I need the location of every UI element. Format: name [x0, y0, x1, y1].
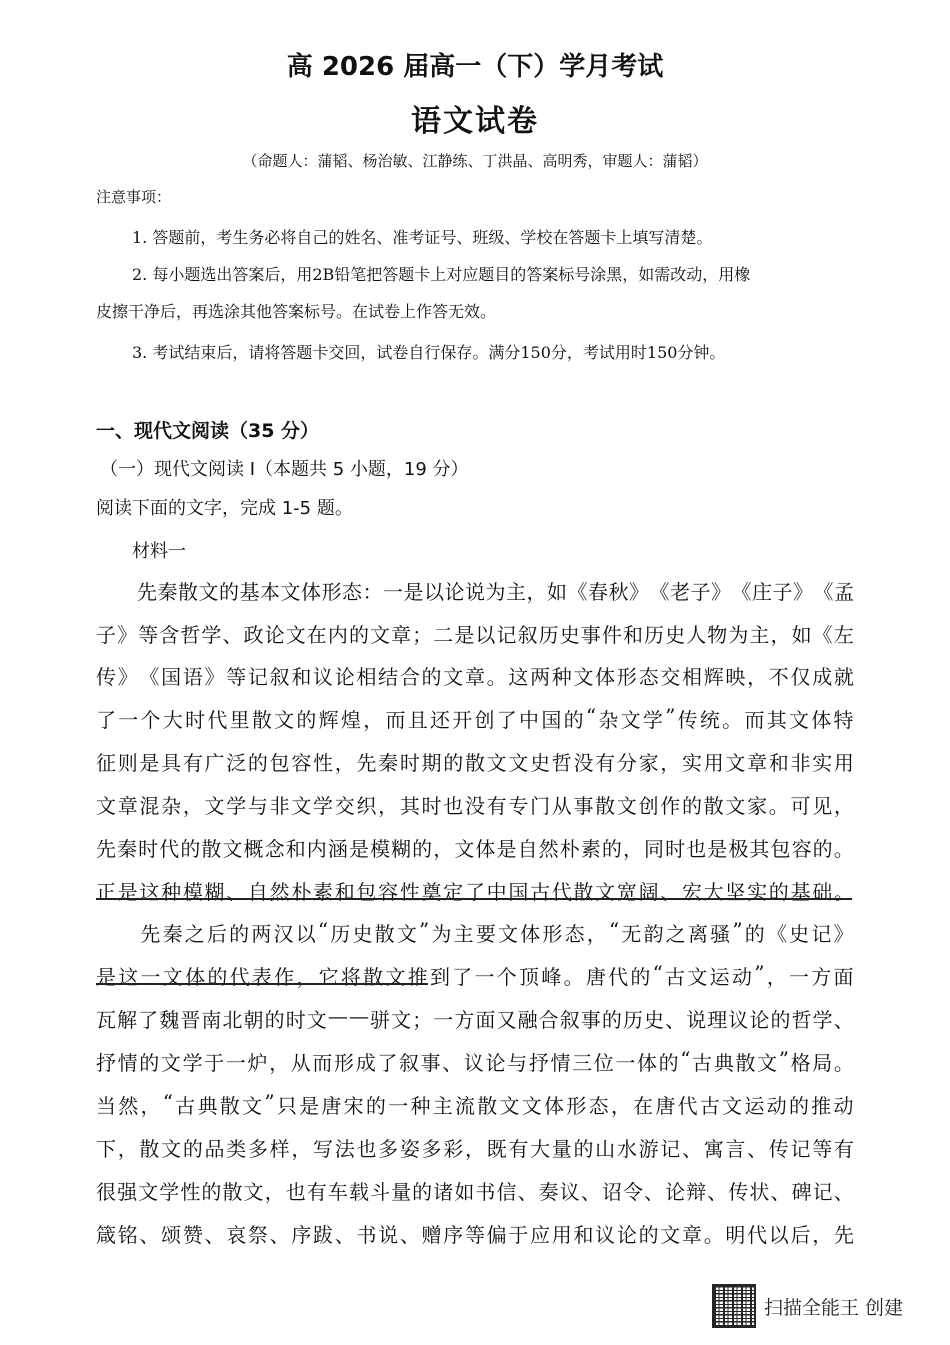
notes-heading: 注意事项：: [96, 188, 172, 206]
passage-line: 当 然 ， “ 古 典 散 文 ” 只 是 唐 宋 的 一 种 主 流 散 文 文 体 形 态 ， 在 唐 代 古 文 运 动 的 推 动: [96, 1090, 854, 1118]
section-subtitle: （一）现代文阅读 I（本题共 5 小题，19 分）: [100, 459, 469, 480]
passage-line: 正 是 这 种 模 糊 、 自 然 朴 素 和 包 容 性 奠 定 了 中 国 古 代 散 文 宽 阔 、 宏 大 坚 实 的 基 础 。: [96, 880, 854, 904]
section-title: 一、现代文阅读（35 分）: [96, 420, 320, 442]
note-line: 1. 答题前，考生务必将自己的姓名、准考证号、班级、学校在答题卡上填写清楚。: [132, 228, 713, 247]
section-instruction: 阅读下面的文字，完成 1-5 题。: [96, 498, 353, 519]
underline-mark: [96, 898, 852, 900]
passage-line: 箴 铭 、 颂 赞 、 哀 祭 、 序 跋 、 书 说 、 赠 序 等 偏 于 应 用 和 议 论 的 文 章 。 明 代 以 后 ， 先: [96, 1223, 854, 1247]
passage-line: 征 则 是 具 有 广 泛 的 包 容 性 ， 先 秦 时 期 的 散 文 文 史 哲 没 有 分 家 ， 实 用 文 章 和 非 实 用: [96, 751, 854, 775]
paper-subtitle: 语文试卷: [411, 104, 539, 139]
passage-line: 很 强 文 学 性 的 散 文 ， 也 有 车 载 斗 量 的 诸 如 书 信 、 奏 议 、 诏 令 、 论 辩 、 传 状 、 碑 记 、: [96, 1180, 854, 1204]
passage-line: 下 ， 散 文 的 品 类 多 样 ， 写 法 也 多 姿 多 彩 ， 既 有 大 量 的 山 水 游 记 、 寓 言 、 传 记 等 有: [96, 1137, 854, 1161]
note-line: 2. 每小题选出答案后，用2B铅笔把答题卡上对应题目的答案标号涂黑，如需改动，用橡: [132, 265, 751, 284]
authors-line: （命题人：蒲韬、杨治敏、江静练、丁洪晶、高明秀，审题人：蒲韬）: [242, 152, 708, 170]
qr-code-icon: [712, 1284, 756, 1328]
passage-line: 瓦 解 了 魏 晋 南 北 朝 的 时 文 — — 骈 文 ； 一 方 面 又 融 合 叙 事 的 历 史 、 说 理 议 论 的 哲 学 、: [96, 1004, 854, 1032]
scanner-watermark: 扫描全能王 创建: [764, 1297, 904, 1319]
passage-line: 先 秦 之 后 的 两 汉 以 “ 历 史 散 文 ” 为 主 要 文 体 形 态 ， “ 无 韵 之 离 骚 ” 的 《 史 记 》: [140, 918, 854, 946]
passage-line: 抒 情 的 文 学 于 一 炉 ， 从 而 形 成 了 叙 事 、 议 论 与 抒 情 三 位 一 体 的 “ 古 典 散 文 ” 格 局 。: [96, 1047, 854, 1075]
passage-line: 是 这 一 文 体 的 代 表 作 ， 它 将 散 文 推 到 了 一 个 顶 峰 。 唐 代 的 “ 古 文 运 动 ” ， 一 方 面: [96, 961, 854, 989]
material-label: 材料一: [132, 541, 186, 562]
passage-line: 文 章 混 杂 ， 文 学 与 非 文 学 交 织 ， 其 时 也 没 有 专 门 从 事 散 文 创 作 的 散 文 家 。 可 见 ，: [96, 794, 854, 818]
underline-mark: [96, 983, 428, 985]
passage-line: 传 》 《 国 语 》 等 记 叙 和 议 论 相 结 合 的 文 章 。 这 两 种 文 体 形 态 交 相 辉 映 ， 不 仅 成 就: [96, 665, 854, 689]
passage-line: 了 一 个 大 时 代 里 散 文 的 辉 煌 ， 而 且 还 开 创 了 中 国 的 “ 杂 文 学 ” 传 统 。 而 其 文 体 特: [96, 704, 854, 732]
note-line: 皮擦干净后，再选涂其他答案标号。在试卷上作答无效。: [96, 302, 497, 321]
note-line: 3. 考试结束后，请将答题卡交回，试卷自行保存。满分150分，考试用时150分钟。: [132, 343, 726, 362]
passage-line: 先 秦 散 文 的 基 本 文 体 形 态 ： 一 是 以 论 说 为 主 ， 如 《 春 秋 》 《 老 子 》 《 庄 子 》 《 孟: [137, 580, 854, 604]
passage-line: 子 》 等 含 哲 学 、 政 论 文 在 内 的 文 章 ； 二 是 以 记 叙 历 史 事 件 和 历 史 人 物 为 主 ， 如 《 左: [96, 623, 854, 647]
exam-title: 高 2026 届高一（下）学月考试: [286, 52, 664, 82]
passage-line: 先 秦 时 代 的 散 文 概 念 和 内 涵 是 模 糊 的 ， 文 体 是 自 然 朴 素 的 ， 同 时 也 是 极 其 包 容 的 。: [96, 837, 854, 861]
